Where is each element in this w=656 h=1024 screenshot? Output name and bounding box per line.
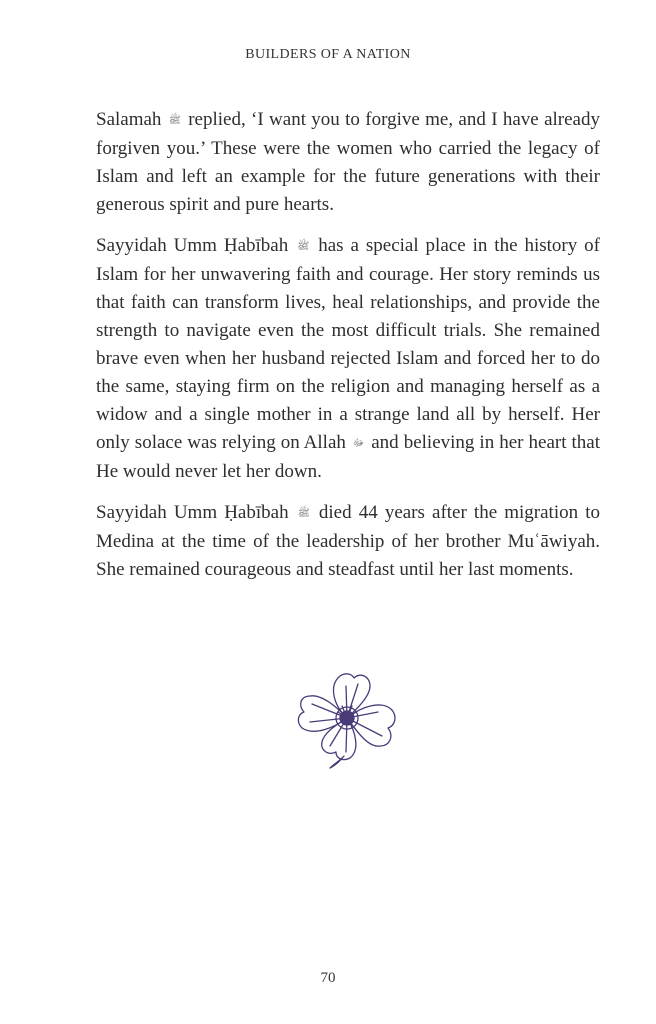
honorific-glyph-icon: ﷺ (297, 508, 310, 519)
honorific-glyph-icon: ﷺ (168, 115, 181, 126)
paragraph-3-segment-1: Sayyidah Umm Ḥabībah (96, 502, 296, 523)
paragraph-2 (96, 232, 600, 486)
paragraph-3 (96, 499, 600, 584)
page-number: 70 (320, 970, 336, 986)
flower-icon (290, 666, 404, 770)
running-head: BUILDERS OF A NATION (245, 47, 411, 62)
paragraph-1-segment-3: replied, ‘I want you to forgive me, and I have already forgiven you.’ These were the women who carried the legacy of Islam and left an example for the future generations with their generous spirit and pure hearts. (96, 109, 600, 215)
paragraph-1 (96, 106, 600, 219)
body-text (96, 106, 600, 597)
paragraph-1-segment-1: Salamah (96, 109, 167, 130)
paragraph-2-segment-3: has a special place in the history of Islam for her unwavering faith and courage. Her story reminds us that faith can transform lives, heal relationships, and provide the strength to navigate even the most difficult trials. She remained brave even when her husband rejected Islam and forced her to do the same, staying firm on the religion and managing herself as a widow and a single mother in a strange land all by herself. Her only solace was relying on Allah (96, 235, 601, 453)
honorific-glyph-icon: ﷻ (352, 438, 365, 449)
paragraph-2-segment-1: Sayyidah Umm Ḥabībah (96, 235, 296, 256)
paragraph-2-segment-5: and believing in her heart that He would never let her down. (96, 432, 600, 482)
paragraph-3-segment-3: died 44 years after the migration to Medina at the time of the leadership of her brother Muʿāwiyah. She remained courageous and steadfast until her last moments. (96, 502, 601, 580)
honorific-glyph-icon: ﷺ (297, 241, 310, 252)
